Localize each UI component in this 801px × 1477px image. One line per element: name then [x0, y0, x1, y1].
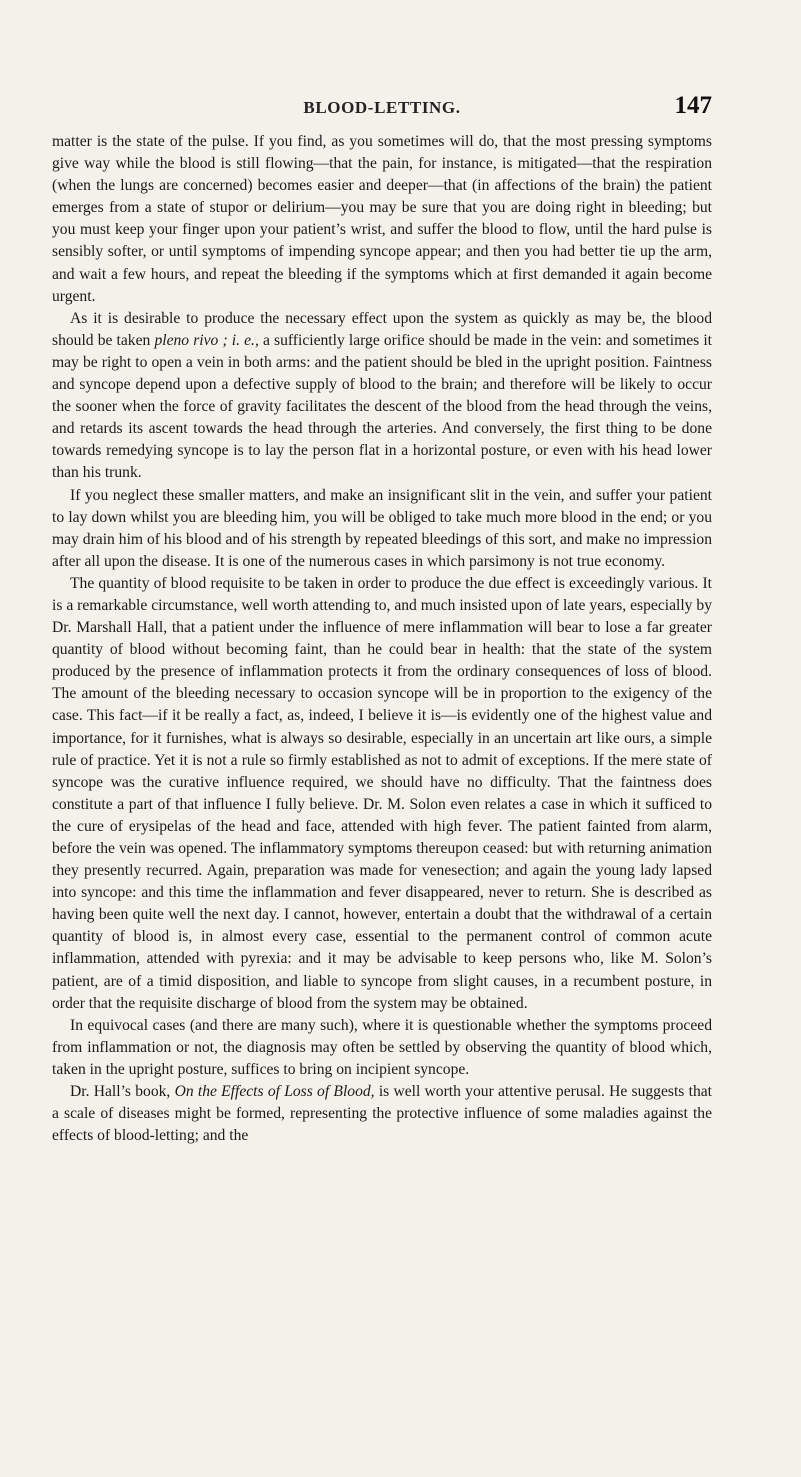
paragraph-text: a sufficiently large orifice should be made in the vein: and sometimes it may be right to open a vein in both arms: and the patient should be bled in the upright position. Faintness and syncope depend upon a defective supply of blood to the brain; and therefore will be likely to occur the sooner when the force of gravity facilitates the descent of the blood from the head through the veins, and retards its ascent towards the head through the arteries. And conversely, the first thing to be done towards remedying syncope is to lay the person flat in a horizontal posture, or even with his head lower than his trunk.: [52, 331, 712, 482]
paragraph-position: [52, 308, 712, 485]
paragraph-text: The quantity of blood requisite to be taken in order to produce the due effect is exceedingly various. It is a remarkable circumstance, well worth attending to, and much insisted upon of late years, especially by Dr. Marshall Hall, that a patient under the influence of mere inflammation will bear to lose a far greater quantity of blood without becoming faint, than he could bear in health: that the state of the system produced by the presence of inflammation protects it from the ordinary consequences of loss of blood. The amount of the bleeding necessary to occasion syncope will be in proportion to the exigency of the case. This fact—if it be really a fact, as, indeed, I believe it is—is evidently one of the highest value and importance, for it furnishes, what is always so desirable, especially in an uncertain art like ours, a simple rule of practice. Yet it is not a rule so firmly established as not to admit of exceptions. If the mere state of syncope was the curative influence required, we should have no difficulty. That the faintness does constitute a part of that influence I fully believe. Dr. M. Solon even relates a case in which it sufficed to the cure of erysipelas of the head and face, attended with high fever. The patient fainted from alarm, before the vein was opened. The inflammatory symptoms thereupon ceased: but with returning animation they presently recurred. Again, preparation was made for venesection; and again the young lady lapsed into syncope: and this time the inflammation and fever disappeared, never to return. She is described as having been quite well the next day. I cannot, however, entertain a doubt that the withdrawal of a certain quantity of blood is, in almost every case, essential to the permanent control of common acute inflammation, attended with pyrexia: and it may be advisable to keep persons who, like M. Solon’s patient, are of a timid disposition, and liable to syncope from slight causes, in a recumbent posture, in order that the requisite discharge of blood from the system may be obtained.: [52, 574, 712, 1012]
running-head: [52, 92, 712, 122]
page-number: 147: [674, 92, 712, 119]
paragraph-text: If you neglect these smaller matters, and make an insignificant slit in the vein, and suffer your patient to lay down whilst you are bleeding him, you will be obliged to take much more blood in the end; or you may drain him of his blood and of his strength by repeated bleedings of this sort, and make no impression after all upon the disease. It is one of the numerous cases in which parsimony is not true economy.: [52, 486, 712, 570]
paragraph-text: is well worth your attentive perusal. He suggests that a scale of diseases might be formed, representing the protective influence of some maladies against the effects of blood-letting; and the: [52, 1083, 712, 1145]
running-title: BLOOD-LETTING.: [303, 98, 461, 117]
paragraph-text: As it is desirable to produce the necessary effect upon the system as quickly as may be, the blood should be taken: [52, 309, 712, 349]
paragraph-text: Dr. Hall’s book,: [70, 1083, 175, 1101]
body-text: [52, 131, 712, 1147]
paragraph-quantity: [52, 573, 712, 1015]
paragraph-text: In equivocal cases (and there are many such), where it is questionable whether the symptoms proceed from inflammation or not, the diagnosis may often be settled by observing the quantity of blood which, taken in the upright posture, suffices to bring on incipient syncope.: [52, 1016, 712, 1078]
paragraph-hall-book: [52, 1081, 712, 1147]
paragraph-equivocal: [52, 1015, 712, 1081]
paragraph-text: matter is the state of the pulse. If you find, as you sometimes will do, that the most pressing symptoms give way while the blood is still flowing—that the pain, for instance, is mitigated—that the respiration (when the lungs are concerned) becomes easier and deeper—that (in affections of the brain) the patient emerges from a state of stupor or delirium—you may be sure that you are doing right in bleeding; but you must keep your finger upon your patient’s wrist, and suffer the blood to flow, until the hard pulse is sensibly softer, or until symptoms of impending syncope appear; and then you had better tie up the arm, and wait a few hours, and repeat the bleeding if the symptoms which at first demanded it again become urgent.: [52, 133, 712, 305]
paragraph-neglect: [52, 485, 712, 573]
latin-phrase: pleno rivo ; i. e.,: [154, 331, 259, 349]
paragraph-pulse: [52, 131, 712, 308]
book-title: On the Effects of Loss of Blood,: [174, 1083, 375, 1101]
